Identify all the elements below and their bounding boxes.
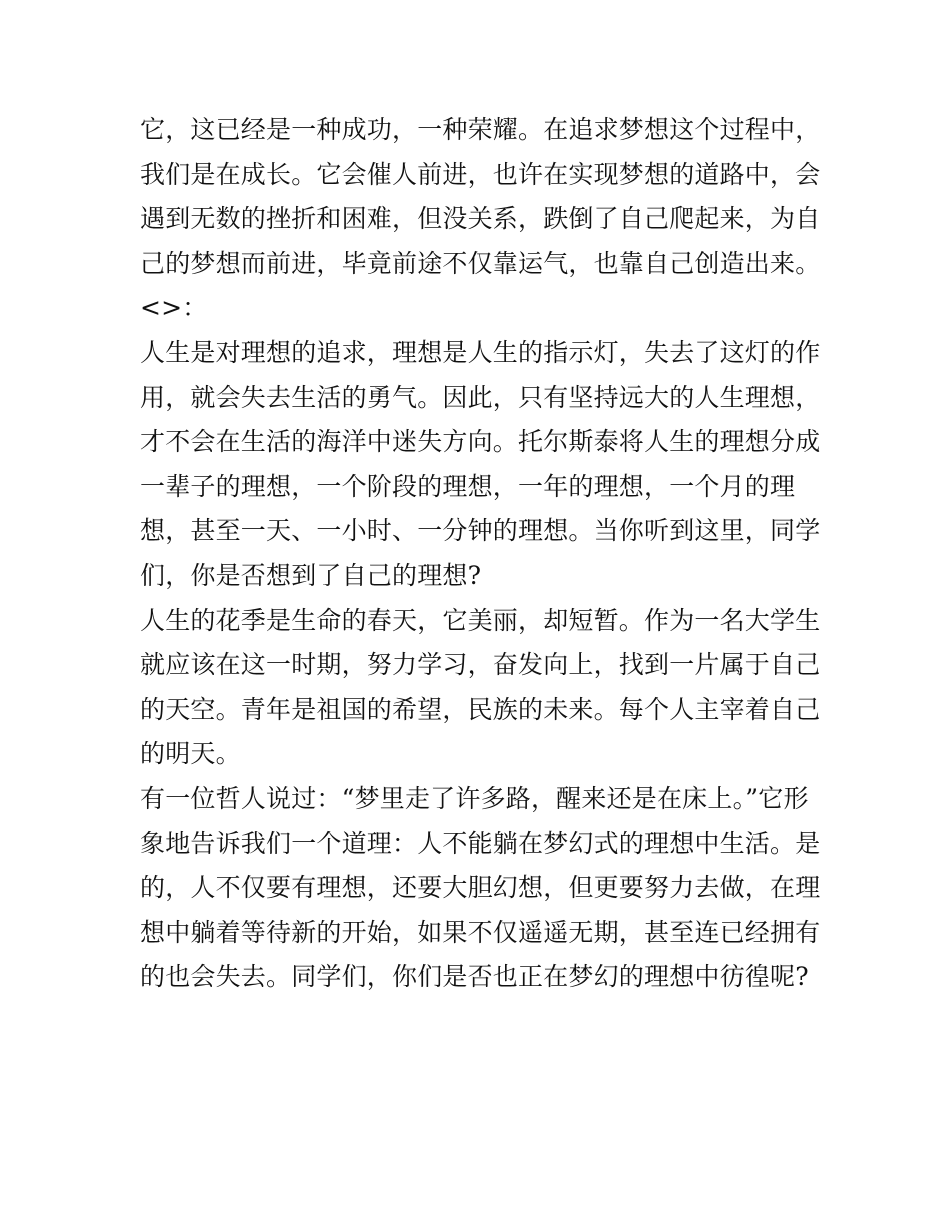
text-line: 遇到无数的挫折和困难，但没关系，跌倒了自己爬起来，为自 xyxy=(140,204,820,234)
text-line: 们，你是否想到了自己的理想? xyxy=(140,560,482,590)
section-marker: <>： xyxy=(140,293,208,323)
text-line: 用，就会失去生活的勇气。因此，只有坚持远大的人生理想， xyxy=(140,382,820,412)
text-line: 我们是在成长。它会催人前进，也许在实现梦想的道路中，会 xyxy=(140,159,820,189)
text-line: 己的梦想而前进，毕竟前途不仅靠运气，也靠自己创造出来。 xyxy=(140,248,820,278)
text-line: 就应该在这一时期，努力学习，奋发向上，找到一片属于自己 xyxy=(140,650,820,680)
text-line: 一辈子的理想，一个阶段的理想，一年的理想，一个月的理 xyxy=(140,471,796,501)
text-line: 它，这已经是一种成功，一种荣耀。在追求梦想这个过程中， xyxy=(140,115,820,144)
text-line: 的，人不仅要有理想，还要大胆幻想，但更要努力去做，在理 xyxy=(140,873,820,903)
text-line: 的明天。 xyxy=(140,739,241,769)
text-line: 人生的花季是生命的春天，它美丽，却短暂。作为一名大学生 xyxy=(140,605,820,635)
text-line: 有一位哲人说过：“梦里走了许多路，醒来还是在床上。”它形 xyxy=(140,783,809,813)
text-line: 的天空。青年是祖国的希望，民族的未来。每个人主宰着自己 xyxy=(140,694,820,724)
document-body xyxy=(140,108,820,1000)
text-line: 想中躺着等待新的开始，如果不仅遥遥无期，甚至连已经拥有 xyxy=(140,917,820,947)
text-line: 象地告诉我们一个道理：人不能躺在梦幻式的理想中生活。是 xyxy=(140,828,820,858)
text-line: 人生是对理想的追求，理想是人生的指示灯，失去了这灯的作 xyxy=(140,337,820,367)
text-line: 的也会失去。同学们，你们是否也正在梦幻的理想中彷徨呢? xyxy=(140,962,809,992)
text-line: 才不会在生活的海洋中迷失方向。托尔斯泰将人生的理想分成 xyxy=(140,427,820,457)
text-line: 想，甚至一天、一小时、一分钟的理想。当你听到这里，同学 xyxy=(140,516,820,546)
